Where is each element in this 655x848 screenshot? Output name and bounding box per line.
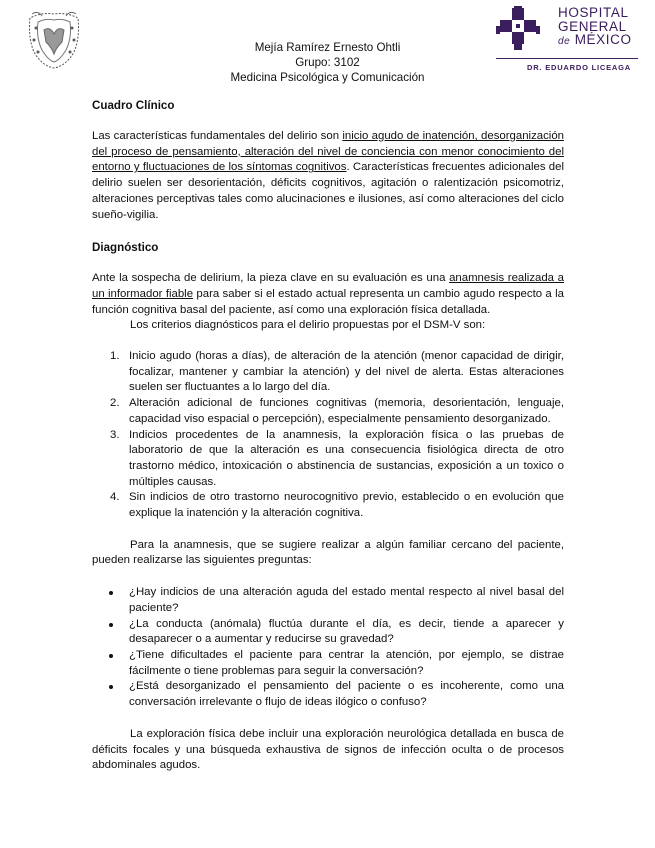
section-title-diagnostico: Diagnóstico bbox=[92, 241, 159, 255]
criteria-number: 2. bbox=[110, 397, 120, 410]
section-title-cuadro: Cuadro Clínico bbox=[92, 99, 175, 112]
questions-list bbox=[92, 585, 564, 711]
logo-divider bbox=[496, 58, 638, 59]
criteria-text: Indicios procedentes de la anamnesis, la exploración física o las pruebas de laboratorio de que la alteración es una consecuencia fisiológica directa de otro trastorno médico, intoxicación o abstinencia de sustancias, exposición a un toxico o múltiples causas. bbox=[129, 428, 564, 488]
hospital-line2: GENERAL bbox=[558, 18, 627, 34]
document-header bbox=[180, 40, 475, 85]
hospital-line3 bbox=[558, 33, 655, 49]
question-text: ¿La conducta (anómala) fluctúa durante el día, es decir, tiende a aparecer y desaparecer o a aumentar y reducirse su gravedad? bbox=[129, 617, 564, 646]
diag-text-underlined: anamnesis realizada a un informador fiable bbox=[92, 272, 564, 300]
question-item bbox=[92, 585, 564, 616]
cuadro-text-underlined: inicio agudo de inatención, desorganización del proceso de pensamiento, alteración del nivel de conciencia con menor conocimiento del entorno y fluctuaciones de los síntomas cognitivos bbox=[92, 130, 564, 174]
author-name: Mejía Ramírez Ernesto Ohtli bbox=[254, 41, 401, 54]
criteria-list bbox=[92, 349, 564, 522]
criteria-text: Alteración adicional de funciones cognitivas (memoria, desorientación, lenguaje, capacidad viso espacial o percepción), especialmente pensamiento desorganizado. bbox=[129, 397, 564, 425]
criteria-item bbox=[92, 396, 564, 427]
question-text: ¿Tiene dificultades el paciente para centrar la atención, por ejemplo, se distrae fácilmente o tiene problemas para seguir la conversación? bbox=[129, 648, 564, 677]
question-item bbox=[92, 648, 564, 679]
bullet-icon bbox=[109, 623, 113, 627]
cuadro-text-a: Las características fundamentales del delirio son bbox=[92, 130, 343, 142]
criteria-number: 4. bbox=[110, 491, 120, 504]
criteria-text: Sin indicios de otro trastorno neurocognitivo previo, establecido o en evolución que explique la inatención y la alteración cognitiva. bbox=[129, 491, 564, 520]
diag-text-b: para saber si el estado actual representa un cambio agudo respecto a la función cognitiva basal del paciente, así como una exploración física detallada. bbox=[92, 287, 564, 316]
document-body bbox=[92, 98, 564, 774]
hospital-subtitle: DR. EDUARDO LICEAGA bbox=[527, 63, 631, 72]
university-seal-logo bbox=[24, 8, 84, 70]
diag-text-a: Ante la sospecha de delirium, la pieza clave en su evaluación es una bbox=[92, 272, 450, 285]
bullet-icon bbox=[109, 591, 113, 595]
course-name: Medicina Psicológica y Comunicación bbox=[230, 71, 425, 84]
criteria-item bbox=[92, 428, 564, 491]
criteria-number: 3. bbox=[110, 428, 120, 441]
bullet-icon bbox=[109, 654, 113, 658]
anamnesis-intro: Para la anamnesis, que se sugiere realizar a algún familiar cercano del paciente, pueden realizarse las siguientes preguntas: bbox=[92, 538, 564, 567]
criteria-item bbox=[92, 349, 564, 396]
hospital-line3-main: MÉXICO bbox=[574, 32, 632, 47]
question-item bbox=[92, 679, 564, 710]
cuadro-paragraph bbox=[92, 129, 564, 223]
question-item bbox=[92, 617, 564, 648]
group-label: Grupo: 3102 bbox=[295, 56, 360, 69]
hospital-line1: HOSPITAL bbox=[558, 5, 629, 20]
hospital-line3-prefix: de bbox=[558, 36, 571, 47]
criteria-intro: Los criterios diagnósticos para el delirio propuestas por el DSM-V son: bbox=[130, 319, 486, 332]
closing-paragraph: La exploración física debe incluir una exploración neurológica detallada en busca de déficits focales y una búsqueda exhaustiva de signos de infección oculta o de procesos abdominales agudos. bbox=[92, 727, 564, 772]
criteria-number: 1. bbox=[110, 350, 120, 363]
cuadro-text-b: . Características frecuentes adicionales del delirio suelen ser desorientación, déficits cognitivos, agitación o ralentización psicomotriz, alteraciones perceptivas tales como alucinaciones e ilusiones, así como alteraciones del ciclo sueño-vigilia. bbox=[92, 161, 564, 221]
diagnostico-paragraph bbox=[92, 271, 564, 318]
question-text: ¿Hay indicios de una alteración aguda del estado mental respecto al nivel basal del paciente? bbox=[129, 586, 564, 614]
criteria-item bbox=[92, 490, 564, 521]
bullet-icon bbox=[109, 685, 113, 689]
hospital-name bbox=[558, 6, 655, 49]
criteria-text: Inicio agudo (horas a días), de alteración de la atención (menor capacidad de dirigir, focalizar, mantener y cambiar la atención) y del nivel de alerta. Estas alteraciones suelen ser fluctuantes a lo largo del día. bbox=[129, 350, 564, 394]
question-text: ¿Está desorganizado el pensamiento del paciente o es incoherente, como una conversación irrelevante o flujo de ideas ilógico o confuso? bbox=[129, 680, 564, 709]
